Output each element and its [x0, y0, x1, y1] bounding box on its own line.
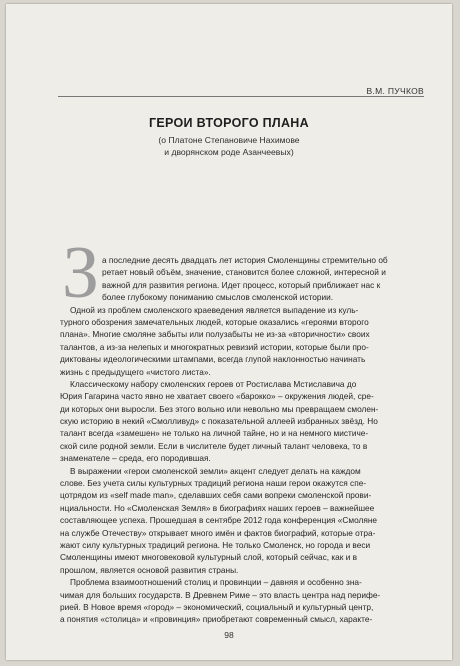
text-line: талантов, а из-за нелепых и многократных ревизий истории, которые были про-	[60, 341, 369, 352]
text-line: талант всегда «замешен» не только на личной тайне, но и на немного мистиче-	[60, 428, 369, 439]
text-line: ретает новый объём, значение, становится более сложной, интересной и	[102, 267, 386, 278]
page-number: 98	[224, 630, 234, 640]
text-line: Одной из проблем смоленского краеведения является выпадение из куль-	[70, 304, 359, 315]
text-line: В выражении «герои смоленской земли» акцент следует делать на каждом	[70, 465, 361, 476]
article-subtitle	[6, 134, 452, 158]
article-body	[60, 254, 432, 626]
subtitle-line: (о Платоне Степановиче Нахимове	[158, 135, 300, 145]
subtitle-line: и дворянском роде Азанчеевых)	[164, 147, 294, 157]
text-line: ди которых они выросли. Без этого вольно или невольно мы превращаем смолен-	[60, 403, 379, 414]
text-line: составляющее успеха. Прошедшая в сентябре 2012 года конференция «Смоляне	[60, 515, 378, 526]
article-title: ГЕРОИ ВТОРОГО ПЛАНА	[149, 116, 309, 130]
text-line: диктованы идеологическими штампами, всегда глупой наклонностью начинать	[60, 354, 366, 365]
drop-cap: З	[62, 232, 100, 314]
text-line: плана». Многие смоляне забыты или полузабыты не из-за «вторичности» своих	[60, 329, 370, 340]
text-line: а последние десять двадцать лет история Смоленщины стремительно об	[102, 255, 388, 265]
text-line: важной для развития региона. Идет процесс, который приближает нас к	[102, 279, 381, 290]
text-line: Классическому набору смоленских героев от Ростислава Мстиславича до	[70, 378, 357, 389]
text-line: слове. Без учета силы культурных традиций региона наши герои окажутся спе-	[60, 478, 367, 489]
text-line: а понятия «столица» и «провинция» приобретают современный смысл, характе-	[60, 614, 373, 625]
text-line: жизнь с предыдущего «чистого листа».	[60, 366, 211, 377]
text-line: цотрядом из «self made man», сделавших себя сами вопреки смоленской прови-	[60, 490, 372, 501]
text-line: на службе Отечеству» открывает много имён и фактов биографий, которые отра-	[60, 527, 376, 538]
text-line: скую историю в некий «Смолливуд» с показательной аллеей избранных звёзд. Но	[60, 416, 378, 427]
header-rule	[58, 96, 424, 97]
text-line: нциальности. Но «Смоленская Земля» в биографиях наших героев – важнейшее	[60, 502, 375, 513]
text-line: прошлом, является основой развития страны.	[60, 564, 239, 575]
text-line: ской силе родной земли. Если в числителе будет личный талант человека, то в	[60, 440, 368, 451]
text-line: турного обозрения замечательных людей, которые оказались «героями второго	[60, 316, 369, 327]
text-line: жают силу культурных традиций региона. Не только Смоленск, но города и веси	[60, 539, 371, 550]
text-line: знаменателе – среда, его породившая.	[60, 453, 211, 464]
text-line: Юрия Гагарина часто явно не хватает своего «барокко» – окружения людей, сре-	[60, 391, 374, 402]
text-line: Проблема взаимоотношений столиц и провинции – давняя и особенно зна-	[70, 577, 362, 588]
running-header-author: В.М. ПУЧКОВ	[366, 86, 424, 96]
book-page	[6, 4, 452, 660]
text-line: чимая для больших государств. В Древнем Риме – это власть центра над перифе-	[60, 589, 381, 600]
text-line: рией. В Новое время «город» – экономический, социальный и культурный центр,	[60, 601, 374, 612]
text-line: более глубокому пониманию смыслов смоленской истории.	[102, 292, 334, 303]
text-line: Смоленщины имеют многовековой культурный слой, который сейчас, как и в	[60, 552, 358, 563]
